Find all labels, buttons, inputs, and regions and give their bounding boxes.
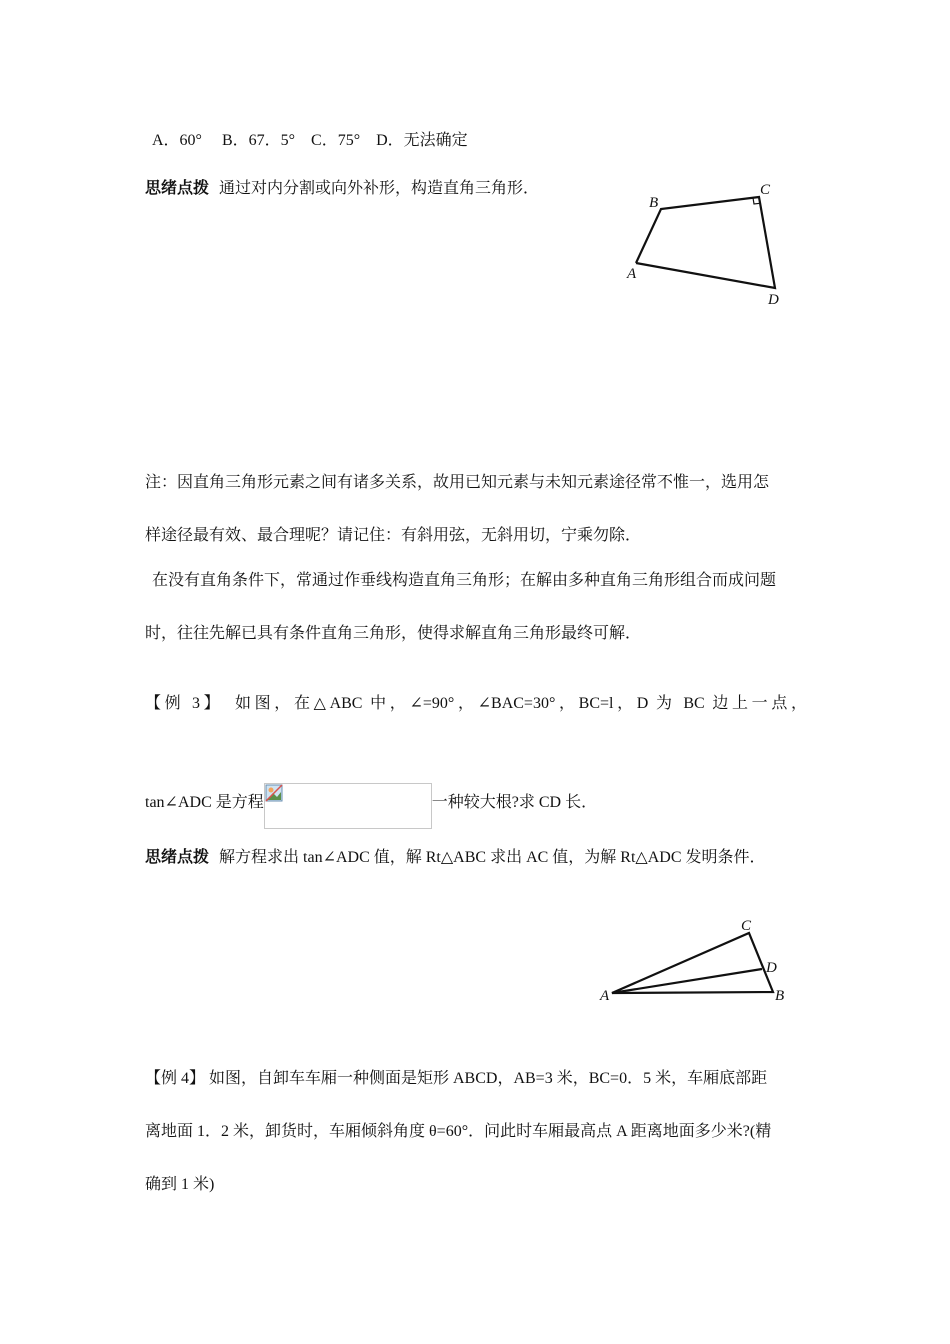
note-line-3: 在没有直角条件下，常通过作垂线构造直角三角形；在解由多种直角三角形组合而成问题 [152,572,777,589]
hint-1 [145,175,539,198]
label-c2: C [741,918,752,934]
hint-2 [145,844,766,867]
hint-2-text: 解方程求出 tan∠ADC 值，解 Rt△ABC 求出 AC 值，为解 Rt△ADC 发明条件． [219,849,766,866]
label-b: B [649,195,659,211]
triangle-abc [612,933,773,993]
example-3-line-2 [145,783,597,829]
broken-equation-image [264,783,432,829]
broken-image-icon [265,784,283,802]
label-b2: B [775,988,785,1004]
segment-ad [612,969,762,993]
example-3-line-1 [145,690,807,713]
label-a: A [627,266,637,282]
note-line-4: 时，往往先解已具有条件直角三角形，使得求解直角三角形最终可解． [145,625,642,642]
note-line-1: 注：因直角三角形元素之间有诸多关系，故用已知元素与未知元素途径常不惟一，选用怎 [145,474,770,491]
label-d: D [768,292,779,308]
example-4-line-1: 【例 4】 如图，自卸车车厢一种侧面是矩形 ABCD，AB=3 米，BC=0．5 米，车厢底部距 [145,1070,768,1087]
hint-1-text: 通过对内分割或向外补形，构造直角三角形． [219,180,540,197]
example-4-line-3: 确到 1 米) [145,1176,215,1193]
label-c: C [760,182,771,198]
quadrilateral-figure [620,180,800,310]
example-3-statement: 【例 3】 如图，在△ABC 中，∠=90°，∠BAC=30°，BC=l，D 为 BC 边上一点， [145,695,807,712]
label-d2: D [766,960,777,976]
label-a2: A [600,988,610,1004]
example-3-line-2-after: 一种较大根?求 CD 长． [431,794,598,811]
triangle-figure [595,912,805,1012]
example-4-line-2: 离地面 1．2 米，卸货时，车厢倾斜角度 θ=60°．问此时车厢最高点 A 距离地面多少米?(精 [145,1123,772,1140]
hint-1-label: 思绪点拨 [145,180,210,197]
hint-2-label: 思绪点拨 [145,849,210,866]
example-3-line-2-before: tan∠ADC 是方程 [145,794,264,811]
options-line: A．60° B．67．5° C．75° D．无法确定 [152,132,468,149]
note-line-2: 样途径最有效、最合理呢？请记住：有斜用弦，无斜用切，宁乘勿除． [145,527,642,544]
